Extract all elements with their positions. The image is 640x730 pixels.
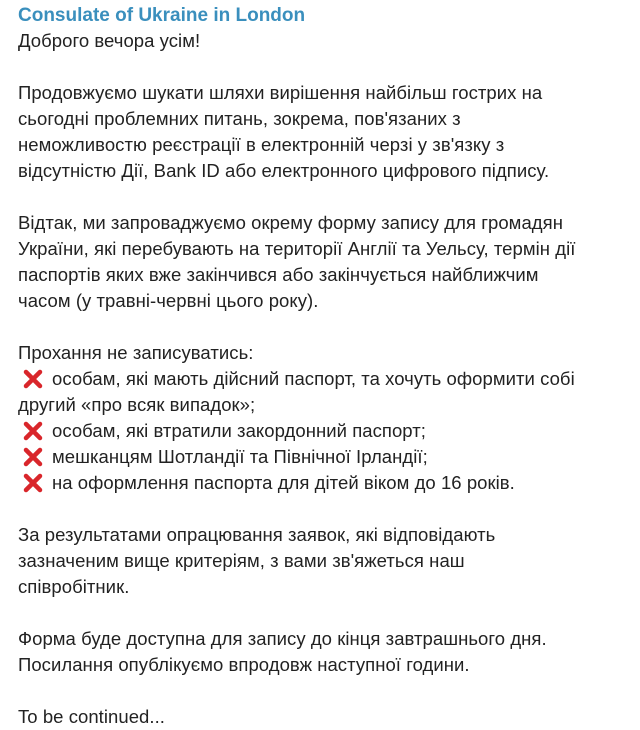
paragraph-4-line: Посилання опублікуємо впродовж наступної години. bbox=[18, 654, 470, 675]
cross-mark-icon bbox=[22, 472, 44, 494]
request-heading: Прохання не записуватись: bbox=[18, 342, 254, 363]
continuation-text: To be continued... bbox=[18, 706, 165, 727]
cross-mark-icon bbox=[22, 446, 44, 468]
paragraph-4-line: Форма буде доступна для запису до кінця завтрашнього дня. bbox=[18, 628, 547, 649]
paragraph-1-line: сьогодні проблемних питань, зокрема, пов'язаних з bbox=[18, 108, 461, 129]
cross-mark-icon bbox=[22, 420, 44, 442]
paragraph-2-line: паспортів яких вже закінчився або закінчується найближчим bbox=[18, 264, 539, 285]
restriction-text: особам, які мають дійсний паспорт, та хочуть оформити собі bbox=[52, 368, 575, 389]
restriction-item bbox=[18, 366, 626, 392]
paragraph-2-line: часом (у травні-червні цього року). bbox=[18, 290, 319, 311]
paragraph-1-line: Продовжуємо шукати шляхи вирішення найбільш гострих на bbox=[18, 82, 543, 103]
restriction-item bbox=[18, 418, 626, 444]
paragraph-1-line: відсутністю Дії, Bank ID або електронного цифрового підпису. bbox=[18, 160, 550, 181]
paragraph-1-line: неможливостю реєстрації в електронній черзі у зв'язку з bbox=[18, 134, 505, 155]
restriction-list bbox=[18, 366, 626, 496]
restriction-item bbox=[18, 444, 626, 470]
paragraph-2 bbox=[18, 210, 626, 314]
paragraph-2-line: Відтак, ми запроваджуємо окрему форму запису для громадян bbox=[18, 212, 563, 233]
paragraph-3-line: За результатами опрацювання заявок, які відповідають bbox=[18, 524, 496, 545]
restriction-text: на оформлення паспорта для дітей віком до 16 років. bbox=[52, 472, 515, 493]
greeting-line: Доброго вечора усім! bbox=[18, 30, 201, 51]
paragraph-2-line: України, які перебувають на території Англії та Уельсу, термін дії bbox=[18, 238, 576, 259]
paragraph-3 bbox=[18, 522, 626, 600]
paragraph-3-line: співробітник. bbox=[18, 576, 130, 597]
paragraph-1 bbox=[18, 80, 626, 184]
restriction-text-continued: другий «про всяк випадок»; bbox=[18, 394, 256, 415]
cross-mark-icon bbox=[22, 368, 44, 390]
message-body bbox=[18, 28, 626, 730]
restriction-item bbox=[18, 470, 626, 496]
paragraph-4 bbox=[18, 626, 626, 678]
sender-name[interactable]: Consulate of Ukraine in London bbox=[18, 5, 306, 26]
paragraph-3-line: зазначеним вище критеріям, з вами зв'яжеться наш bbox=[18, 550, 465, 571]
restriction-text: мешканцям Шотландії та Північної Ірландії; bbox=[52, 446, 428, 467]
restriction-text: особам, які втратили закордонний паспорт; bbox=[52, 420, 426, 441]
